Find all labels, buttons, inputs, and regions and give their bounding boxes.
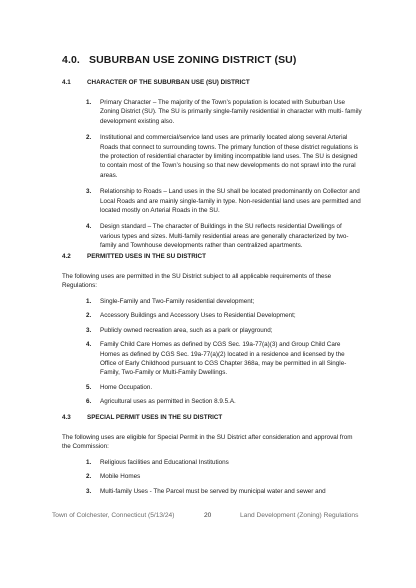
- footer-right: Land Development (Zoning) Regulations: [240, 512, 359, 519]
- list-item: 2. Accessory Buildings and Accessory Uses to Residential Development;: [86, 312, 296, 320]
- list-item: 3. Publicly owned recreation area, such as a park or playground;: [86, 326, 273, 334]
- footer-left: Town of Colchester, Connecticut (5/13/24): [52, 512, 175, 519]
- list-item: 1. Single-Family and Two-Family residential development;: [86, 298, 255, 305]
- page-number: 20: [204, 512, 212, 519]
- subsection-number: 4.2: [62, 253, 71, 260]
- section-heading: [62, 54, 296, 66]
- list-item: 2. Institutional and commercial/service land uses are primarily located along several Arterial Roads that connect to surrounding towns. The primary function of these district regulations is the protection of residential character by limiting incompatible land uses. The SU is designed to contain most of the Town’s housing so that new developments do not sprawl into the rural areas.: [86, 134, 359, 179]
- subsection-title: PERMITTED USES IN THE SU DISTRICT: [87, 253, 206, 260]
- subsection-heading-4-2: [62, 253, 206, 260]
- list-item: 1. Religious facilities and Educational Institutions: [86, 459, 229, 466]
- list-item: 4. Family Child Care Homes as defined by CGS Sec. 19a-77(a)(3) and Group Child Care Homes as defined by CGS Sec. 19a-77(a)(2) located in a residence and licensed by the Office of Early Childhood pursuant to CGS Chapter 368a, may be permitted in all Single-Family, Two-Family or Multi-Family Dwellings.: [86, 341, 347, 377]
- permitted-uses-list: [86, 297, 362, 407]
- subsection-heading-4-3: [62, 414, 222, 421]
- character-list: [86, 98, 362, 251]
- subsection-title: SPECIAL PERMIT USES IN THE SU DISTRICT: [87, 414, 223, 421]
- list-item: 4. Design standard – The character of Buildings in the SU reflects residential Dwellings of various types and sizes. Multi-family residential areas are generally characterized by two- family and Townhouse developments rather than centralized apartments.: [86, 223, 349, 250]
- list-item: 1. Primary Character – The majority of the Town’s population is located with Suburban Use Zoning District (SU). The SU is primarily single-family residential in character with multi- family development existing also.: [86, 99, 362, 125]
- list-item: 6. Agricultural uses as permitted in Section 8.9.5.A.: [86, 398, 236, 406]
- special-permit-list: [86, 458, 362, 496]
- subsection-title: CHARACTER OF THE SUBURBAN USE (SU) DISTRICT: [87, 79, 250, 86]
- subsection-number: 4.3: [62, 414, 71, 421]
- paragraph: The following uses are permitted in the SU District subject to all applicable requirements of these Regulations:: [62, 273, 332, 290]
- section-number: 4.0.: [62, 54, 80, 66]
- list-item: 3. Relationship to Roads – Land uses in the SU shall be located predominantly on Collector and Local Roads and are mainly single-family in type. Non-residential land uses are permitted and located mostly on Arterial Roads in the SU.: [86, 188, 361, 215]
- list-item: 3. Multi-family Uses - The Parcel must be served by municipal water and sewer and: [86, 487, 326, 495]
- subsection-number: 4.1: [62, 79, 71, 86]
- section-title: SUBURBAN USE ZONING DISTRICT (SU): [89, 54, 297, 66]
- paragraph: The following uses are eligible for Special Permit in the SU District after consideration and approval from the Commission:: [62, 434, 353, 451]
- list-item: 2. Mobile Homes: [86, 473, 141, 481]
- list-item: 5. Home Occupation.: [86, 383, 153, 391]
- subsection-heading-4-1: [62, 79, 250, 86]
